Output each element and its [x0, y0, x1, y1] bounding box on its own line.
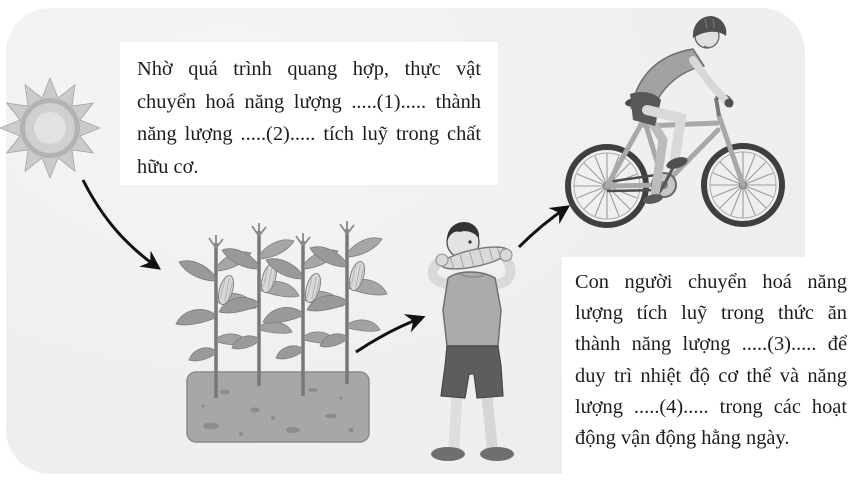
person-eating-corn-icon: [415, 218, 565, 468]
photosynthesis-text-box: [120, 42, 498, 185]
rider-arm: [693, 60, 727, 102]
person-cycling-icon: [555, 8, 805, 238]
t-shirt: [443, 272, 501, 346]
corn-plant: [307, 221, 387, 384]
shoe: [431, 447, 465, 461]
shorts: [441, 346, 503, 398]
corn-plants-icon: [163, 220, 393, 465]
photosynthesis-text: Nhờ quá trình quang hợp, thực vật chuyển hoá năng lượng .....(1)..... thành năng lượng .....(2)..... tích luỹ trong chất hữu cơ.: [137, 58, 481, 178]
hand: [500, 249, 512, 261]
right-arm: [495, 258, 510, 284]
corn-plant: [219, 223, 299, 386]
sun-core: [34, 112, 66, 144]
hand: [436, 254, 448, 266]
glove: [725, 99, 734, 108]
shoe: [480, 447, 514, 461]
sun-icon: [0, 78, 100, 178]
human-energy-text-box: [562, 257, 860, 486]
human-energy-text: Con người chuyển hoá năng lượng tích luỹ trong thức ăn thành năng lượng .....(3)..... để duy trì nhiệt độ cơ thể và năng lượng .....(4)..... trong các hoạt động vận động hằng ngày.: [575, 271, 847, 450]
arrow-sun-to-plants: [83, 180, 157, 267]
